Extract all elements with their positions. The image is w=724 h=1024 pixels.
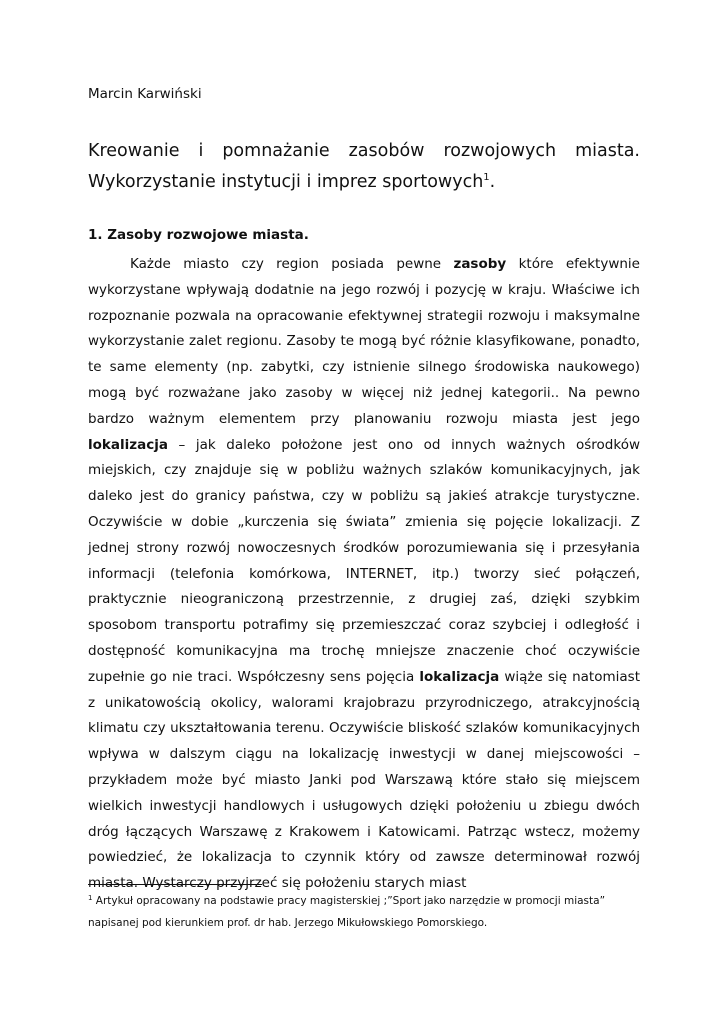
emphasis-lokalizacja: lokalizacja [88, 436, 168, 453]
footnote-separator [88, 884, 262, 885]
title-text: Kreowanie i pomnażanie zasobów rozwojowych miasta. Wykorzystanie instytucji i imprez sportowych [88, 141, 640, 192]
footnote-reference[interactable]: 1 [483, 172, 490, 183]
footnote-number: 1 [88, 894, 93, 902]
body-text [88, 252, 640, 897]
section-heading: 1. Zasoby rozwojowe miasta. [88, 227, 309, 243]
emphasis-lokalizacja: lokalizacja [419, 668, 500, 685]
paragraph-text: które efektywnie wykorzystane wpływają dodatnie na jego rozwój i pozycję w kraju. Właściwe ich rozpoznanie pozwala na opracowanie efektywnej strategii rozwoju i maksymalne wykorzystanie zalet regionu. Zasoby te mogą być różnie klasyfikowane, ponadto, te same elementy (np. zabytki, czy istnienie silnego środowiska naukowego) mogą być rozważane jako zasoby w więcej niż jednej kategorii.. Na pewno bardzo ważnym elementem przy planowaniu rozwoju miasta jest jego [88, 256, 640, 427]
document-title [88, 136, 640, 198]
paragraph-text: wiąże się natomiast z unikatowością okolicy, walorami krajobrazu przyrodniczego, atrakcyjnością klimatu czy ukształtowania terenu. Oczywiście bliskość szlaków komunikacyjnych wpływa w dalszym ciągu na lokalizację inwestycji w danej miejscowości – przykładem może być miasto Janki pod Warszawą które stało się miejscem wielkich inwestycji handlowych i usługowych dzięki położeniu u zbiegu dwóch dróg łączących Warszawę z Krakowem i Katowicami. Patrząc wstecz, możemy powiedzieć, że lokalizacja to czynnik który od zawsze determinował rozwój miasta. Wystarczy przyjrzeć się położeniu starych miast [88, 668, 640, 892]
paragraph [88, 252, 640, 897]
footnote [88, 890, 640, 934]
author-name: Marcin Karwiński [88, 86, 202, 102]
paragraph-text: Każde miasto czy region posiada pewne [130, 256, 454, 272]
title-end: . [489, 172, 496, 192]
footnote-text: Artykuł opracowany na podstawie pracy magisterskiej ;”Sport jako narzędzie w promocji miasta” napisanej pod kierunkiem prof. dr hab. Jerzego Mikułowskiego Pomorskiego. [88, 895, 606, 929]
paragraph-text: – jak daleko położone jest ono od innych ważnych ośrodków miejskich, czy znajduje się w pobliżu ważnych szlaków komunikacyjnych, jak daleko jest do granicy państwa, czy w pobliżu są jakieś atrakcje turystyczne. Oczywiście w dobie „kurczenia się świata” zmienia się pojęcie lokalizacji. Z jednej strony rozwój nowoczesnych środków porozumiewania się i przesyłania informacji (telefonia komórkowa, INTERNET, itp.) tworzy sieć połączeń, praktycznie nieograniczoną przestrzennie, z drugiej zaś, dzięki szybkim sposobom transportu potrafimy się przemieszczać coraz szybciej i odległość i dostępność komunikacyjna ma trochę mniejsze znaczenie choć oczywiście zupełnie go nie traci. Współczesny sens pojęcia [88, 436, 640, 685]
emphasis-zasoby: zasoby [453, 256, 507, 272]
